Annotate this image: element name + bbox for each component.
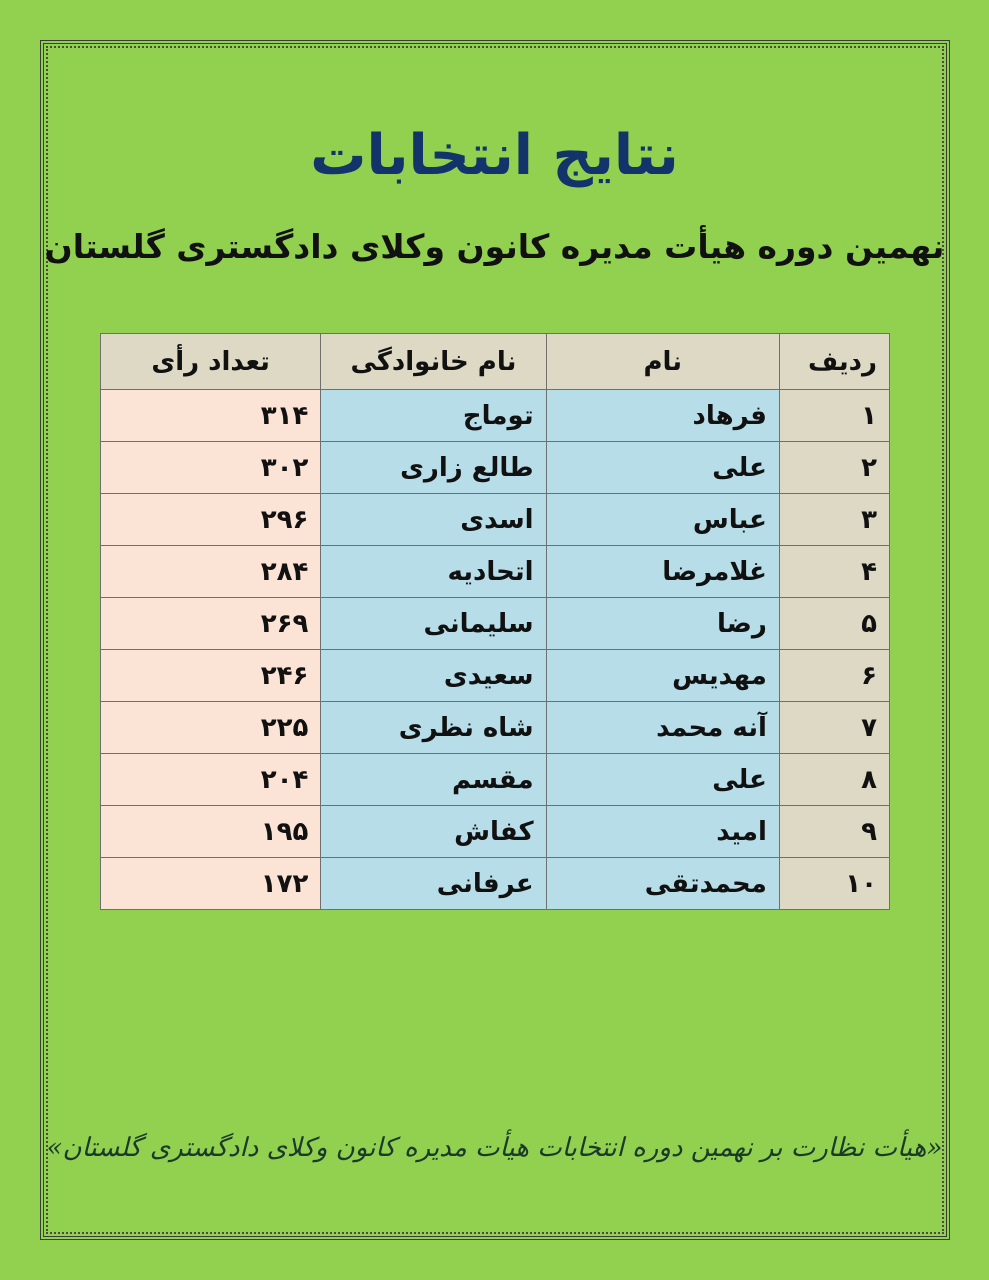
table-row bbox=[101, 650, 890, 702]
cell-last-name: کفاش bbox=[321, 806, 546, 858]
table-header bbox=[101, 334, 890, 390]
cell-rank: ۱ bbox=[779, 390, 889, 442]
cell-votes: ۲۲۵ bbox=[101, 702, 321, 754]
cell-first-name: محمدتقی bbox=[546, 858, 779, 910]
signature-line: «هیأت نظارت بر نهمین دوره انتخابات هیأت مدیره کانون وکلای دادگستری گلستان» bbox=[46, 1133, 943, 1163]
column-header-last-name: نام خانوادگی bbox=[321, 334, 546, 390]
cell-last-name: مقسم bbox=[321, 754, 546, 806]
table-row bbox=[101, 546, 890, 598]
cell-votes: ۱۹۵ bbox=[101, 806, 321, 858]
table-row bbox=[101, 494, 890, 546]
cell-first-name: امید bbox=[546, 806, 779, 858]
cell-votes: ۱۷۲ bbox=[101, 858, 321, 910]
cell-last-name: عرفانی bbox=[321, 858, 546, 910]
table-row bbox=[101, 858, 890, 910]
column-header-first-name: نام bbox=[546, 334, 779, 390]
table-row bbox=[101, 598, 890, 650]
cell-first-name: مهدیس bbox=[546, 650, 779, 702]
cell-last-name: سعیدی bbox=[321, 650, 546, 702]
cell-rank: ۶ bbox=[779, 650, 889, 702]
cell-first-name: علی bbox=[546, 442, 779, 494]
table-row bbox=[101, 702, 890, 754]
cell-last-name: اتحادیه bbox=[321, 546, 546, 598]
cell-rank: ۴ bbox=[779, 546, 889, 598]
cell-last-name: اسدی bbox=[321, 494, 546, 546]
cell-votes: ۳۱۴ bbox=[101, 390, 321, 442]
table-row bbox=[101, 390, 890, 442]
cell-rank: ۹ bbox=[779, 806, 889, 858]
cell-first-name: غلامرضا bbox=[546, 546, 779, 598]
cell-first-name: عباس bbox=[546, 494, 779, 546]
table-row bbox=[101, 442, 890, 494]
page-title: نتایج انتخابات bbox=[310, 123, 679, 188]
table-body bbox=[101, 390, 890, 910]
results-table bbox=[100, 333, 890, 910]
cell-last-name: سلیمانی bbox=[321, 598, 546, 650]
cell-last-name: شاه نظری bbox=[321, 702, 546, 754]
cell-rank: ۱۰ bbox=[779, 858, 889, 910]
cell-first-name: فرهاد bbox=[546, 390, 779, 442]
page-subtitle: نهمین دوره هیأت مدیره کانون وکلای دادگستری گلستان bbox=[44, 227, 945, 266]
cell-votes: ۲۹۶ bbox=[101, 494, 321, 546]
table-row bbox=[101, 754, 890, 806]
cell-last-name: توماج bbox=[321, 390, 546, 442]
cell-first-name: علی bbox=[546, 754, 779, 806]
cell-votes: ۲۸۴ bbox=[101, 546, 321, 598]
table-row bbox=[101, 806, 890, 858]
cell-votes: ۲۶۹ bbox=[101, 598, 321, 650]
cell-rank: ۳ bbox=[779, 494, 889, 546]
column-header-votes: تعداد رأی bbox=[101, 334, 321, 390]
cell-rank: ۲ bbox=[779, 442, 889, 494]
cell-votes: ۲۰۴ bbox=[101, 754, 321, 806]
cell-votes: ۲۴۶ bbox=[101, 650, 321, 702]
cell-first-name: آنه محمد bbox=[546, 702, 779, 754]
cell-first-name: رضا bbox=[546, 598, 779, 650]
cell-rank: ۵ bbox=[779, 598, 889, 650]
table-header-row bbox=[101, 334, 890, 390]
cell-votes: ۳۰۲ bbox=[101, 442, 321, 494]
cell-rank: ۷ bbox=[779, 702, 889, 754]
column-header-rank: ردیف bbox=[779, 334, 889, 390]
cell-rank: ۸ bbox=[779, 754, 889, 806]
cell-last-name: طالع زاری bbox=[321, 442, 546, 494]
